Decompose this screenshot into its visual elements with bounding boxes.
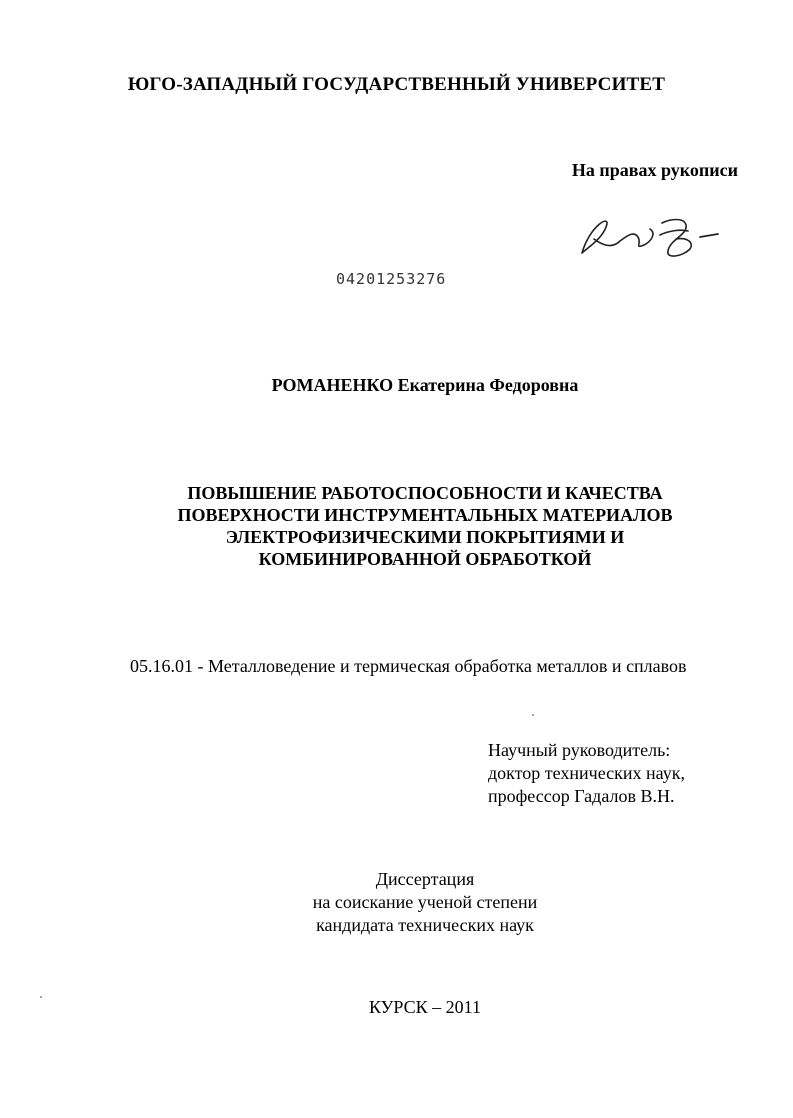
university-name: ЮГО-ЗАПАДНЫЙ ГОСУДАРСТВЕННЫЙ УНИВЕРСИТЕТ [127,74,666,95]
dissertation-line: на соискание ученой степени [312,892,538,912]
thesis-title [0,482,793,570]
signature-icon [572,205,732,265]
supervisor-line: профессор Гадалов В.Н. [488,786,675,806]
manuscript-note: На правах рукописи [571,160,738,180]
supervisor-block [488,739,685,808]
city-year: КУРСК – 2011 [369,997,481,1017]
supervisor-line: Научный руководитель: [488,740,671,760]
dissertation-line: кандидата технических наук [316,915,534,935]
scan-speck [40,996,42,998]
dissertation-line: Диссертация [375,869,475,889]
scan-speck [532,714,534,716]
author-name: РОМАНЕНКО Екатерина Федоровна [271,375,579,395]
thesis-title-line: ЭЛЕКТРОФИЗИЧЕСКИМИ ПОКРЫТИЯМИ И [225,527,625,547]
thesis-title-line: ПОВЫШЕНИЕ РАБОТОСПОСОБНОСТИ И КАЧЕСТВА [187,483,663,503]
thesis-title-line: ПОВЕРХНОСТИ ИНСТРУМЕНТАЛЬНЫХ МАТЕРИАЛОВ [177,505,673,525]
thesis-title-line: КОМБИНИРОВАННОЙ ОБРАБОТКОЙ [258,549,592,569]
document-number: 04201253276 [336,270,447,288]
supervisor-line: доктор технических наук, [488,763,685,783]
dissertation-block [0,868,793,937]
specialty-code: 05.16.01 - Металловедение и термическая обработка металлов и сплавов [130,656,687,676]
